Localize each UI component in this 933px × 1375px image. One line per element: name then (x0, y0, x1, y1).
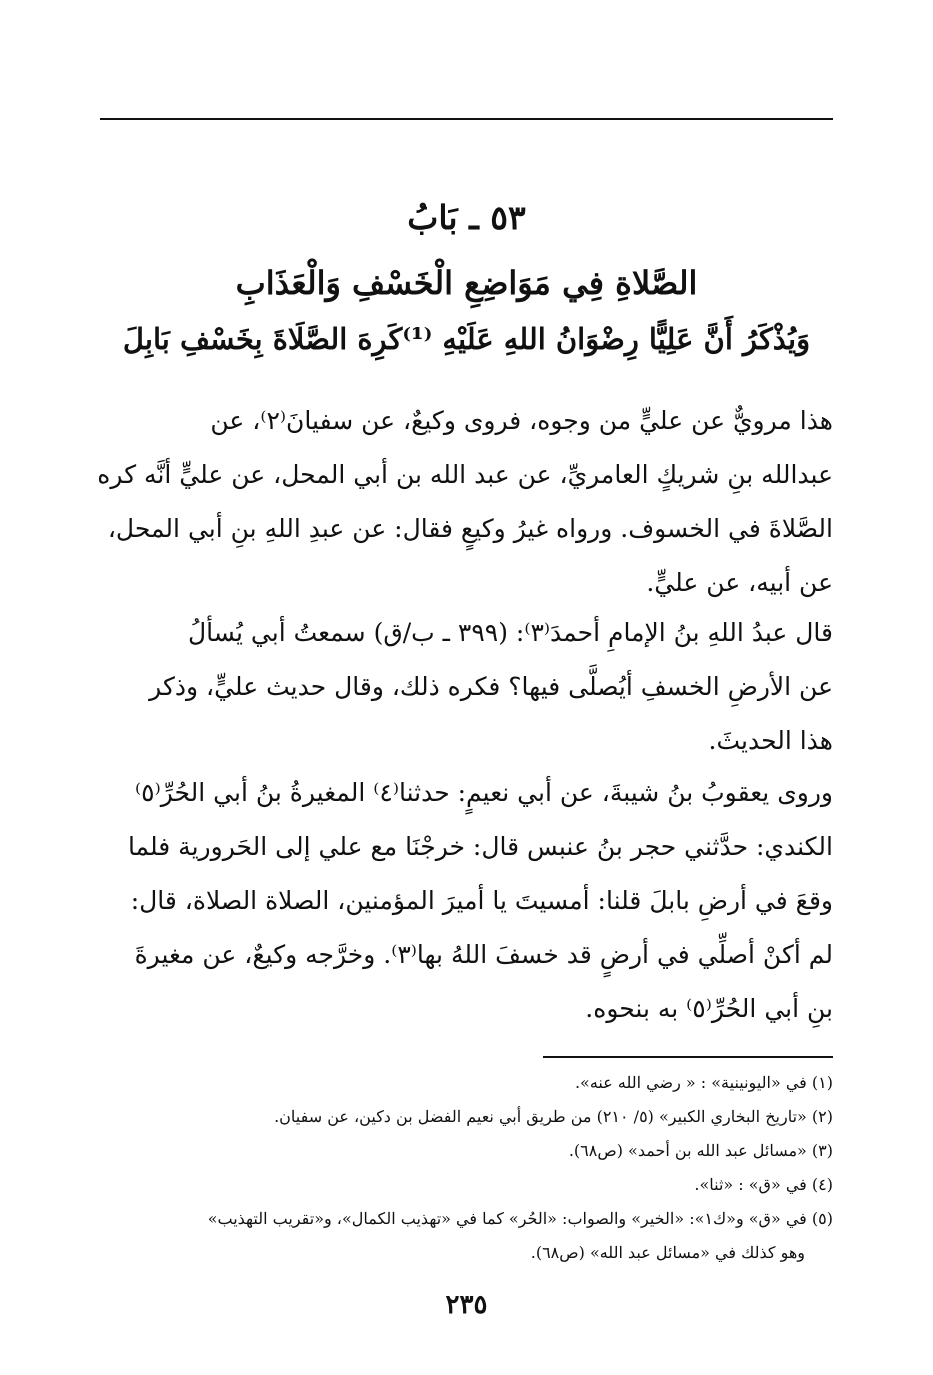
text-line: هذا الحديثَ. (708, 726, 833, 755)
footnote-2: (٢) «تاريخ البخاري الكبير» (٥/ ٢١٠) من طريق أبي نعيم الفضل بن دكين، عن سفيان. (274, 1107, 833, 1126)
text-line: عبدالله بنِ شريكٍ العامريِّ، عن عبد الله بن أبي المحل، عن عليٍّ أنَّه كره (97, 460, 833, 489)
footnote-3: (٣) «مسائل عبد الله بن أحمد» (ص٦٨). (568, 1141, 833, 1160)
text-line: قال عبدُ اللهِ بنُ الإمامِ أحمدَ⁽٣⁾: (٣٩٩ ـ ب/ق) سمعتُ أبي يُسألُ (187, 618, 833, 647)
chapter-subtitle: وَيُذْكَرُ أَنَّ عَلِيًّا رِضْوَانُ اللهِ عَلَيْهِ ⁽¹⁾كَرِهَ الصَّلَاةَ بِخَسْفِ بَابِلَ (122, 322, 811, 356)
paragraph-3 (100, 766, 833, 1036)
chapter-title: الصَّلاةِ فِي مَوَاضِعِ الْخَسْفِ وَالْعَذَابِ (235, 264, 698, 302)
footnotes (100, 1066, 833, 1270)
header-rule (100, 118, 833, 120)
footnote-1: (١) في «اليونينية» : « رضي الله عنه». (574, 1073, 833, 1092)
text-line: عن الأرضِ الخسفِ أيُصلَّى فيها؟ فكره ذلك، وقال حديث عليٍّ، وذكر (149, 672, 833, 701)
paragraph-1 (97, 394, 833, 610)
footnote-5-continuation: وهو كذلك في «مسائل عبد الله» (ص٦٨). (530, 1243, 805, 1262)
footnote-4: (٤) في «ق» : «ثنا». (694, 1175, 833, 1194)
text-line: الصَّلاةَ في الخسوف. ورواه غيرُ وكيعٍ فقال: عن عبدِ اللهِ بنِ أبي المحل، (107, 514, 833, 543)
text-line: هذا مرويٌّ عن عليٍّ من وجوه، فروى وكيعٌ، عن سفيانَ⁽٢⁾، عن (210, 406, 833, 435)
page-number: ٢٣٥ (445, 1290, 488, 1320)
paragraph-2 (100, 606, 833, 768)
text-line: الكندي: حدَّثني حجر بنُ عنبس قال: خرجْنَا مع علي إلى الحَرورية فلما (127, 832, 833, 861)
text-line: وقعَ في أرضِ بابلَ قلنا: أمسيتَ يا أميرَ المؤمنين، الصلاة الصلاة، قال: (130, 886, 833, 915)
footnote-separator (543, 1056, 833, 1058)
text-line: بنِ أبي الحُرِّ⁽٥⁾ به بنحوه. (585, 994, 833, 1023)
chapter-heading: ٥٣ ـ بَابُ (407, 198, 526, 237)
text-line: وروى يعقوبُ بنُ شيبةَ، عن أبي نعيمٍ: حدثنا⁽٤⁾ المغيرةُ بنُ أبي الحُرِّ⁽٥⁾ (134, 778, 833, 807)
text-line: لم أكنْ أصلِّي في أرضٍ قد خسفَ اللهُ بها⁽٣⁾. وخرَّجه وكيعٌ، عن مغيرةَ (134, 940, 833, 969)
footnote-5: (٥) في «ق» و«ك١»: «الخير» والصواب: «الحُر» كما في «تهذيب الكمال»، و«تقريب التهذيب» (207, 1209, 833, 1228)
text-line: عن أبيه، عن عليٍّ. (646, 568, 833, 597)
